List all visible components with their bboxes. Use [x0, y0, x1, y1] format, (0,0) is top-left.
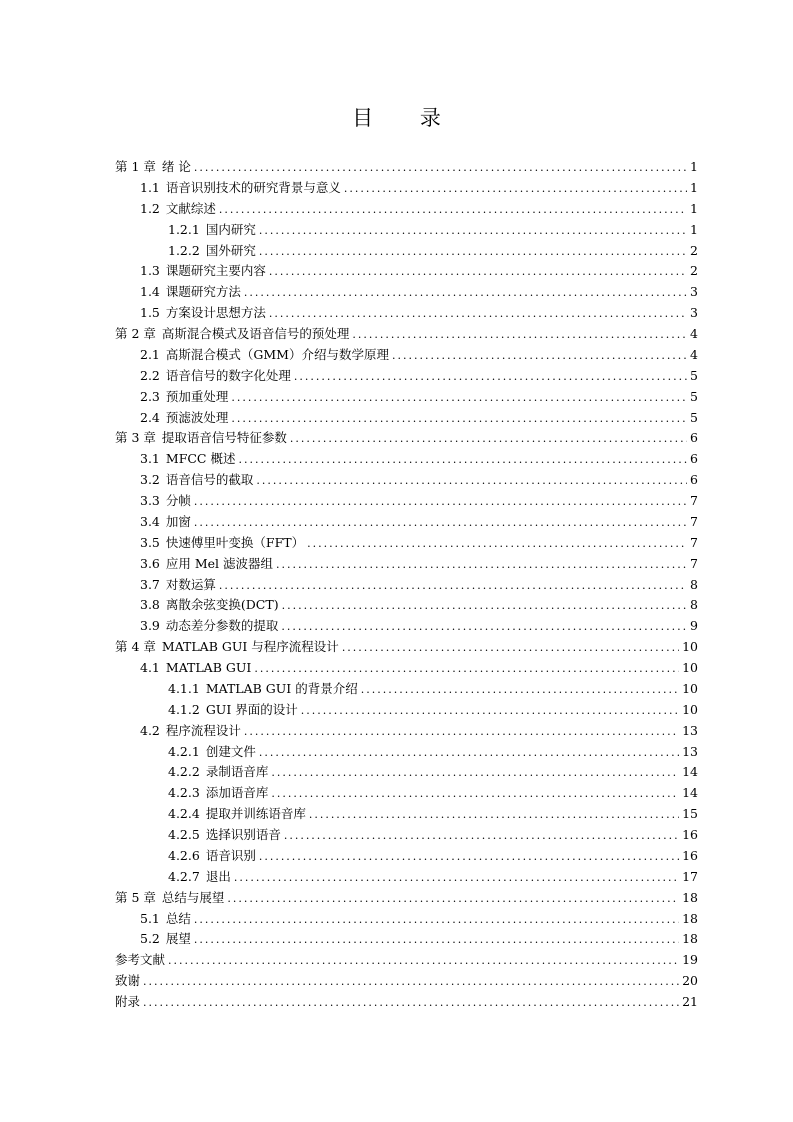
toc-dot-leader [281, 617, 687, 638]
toc-entry-page: 3 [690, 305, 698, 321]
toc-entry-title: 预滤波处理 [165, 409, 229, 425]
toc-entry-title: 快速傅里叶变换（FFT） [165, 534, 305, 550]
toc-entry-title: 选择识别语音 [205, 827, 281, 842]
toc-entry-page: 18 [682, 910, 698, 926]
toc-entry-title: 高斯混合模式（GMM）介绍与数学原理 [165, 346, 389, 362]
toc-entry-number: 5.2 [140, 931, 160, 947]
toc-entry-title: 录制语音库 [205, 764, 269, 780]
toc-entry-title: 展望 [165, 931, 191, 947]
toc-entry[interactable] [115, 616, 698, 637]
toc-dot-leader [276, 555, 687, 576]
toc-entry[interactable] [115, 575, 698, 596]
toc-entry-number: 4.2.2 [168, 764, 200, 780]
toc-entry-title: 总结 [165, 910, 191, 926]
toc-entry[interactable] [115, 345, 698, 366]
toc-dot-leader [194, 930, 679, 951]
toc-entry-title: 加窗 [165, 513, 191, 529]
toc-entry-page: 7 [690, 493, 698, 508]
toc-entry[interactable] [115, 282, 698, 303]
toc-entry-title: 语音识别技术的研究背景与意义 [165, 179, 341, 195]
toc-dot-leader [290, 429, 687, 450]
toc-dot-leader [259, 242, 687, 263]
toc-entry[interactable] [115, 533, 698, 554]
toc-entry-title: 国外研究 [205, 242, 256, 258]
toc-dot-leader [244, 722, 679, 743]
toc-entry-page: 1 [690, 200, 698, 216]
toc-dot-leader [238, 450, 687, 471]
toc-dot-leader [259, 221, 687, 242]
toc-entry-number: 3.4 [140, 513, 160, 529]
toc-entry-page: 5 [690, 409, 698, 425]
toc-entry-title: 提取并训练语音库 [205, 806, 306, 822]
toc-entry[interactable] [115, 867, 698, 888]
toc-dot-leader [143, 972, 679, 993]
toc-dot-leader [231, 409, 687, 430]
toc-entry-page: 16 [682, 847, 698, 863]
toc-entry-page: 16 [682, 827, 698, 842]
toc-entry[interactable] [115, 762, 698, 783]
toc-dot-leader [259, 743, 679, 764]
toc-entry-page: 10 [682, 639, 698, 655]
toc-entry-page: 10 [682, 660, 698, 675]
toc-dot-leader [282, 596, 687, 617]
toc-entry-number: 第 5 章 [115, 889, 156, 905]
toc-entry-number: 第 2 章 [115, 326, 156, 341]
toc-entry-number: 2.4 [140, 409, 160, 425]
toc-entry-number: 2.2 [140, 367, 160, 383]
toc-entry[interactable] [115, 366, 698, 387]
toc-entry[interactable] [115, 909, 698, 930]
table-of-contents [115, 157, 698, 1013]
toc-entry-number: 3.5 [140, 534, 160, 550]
toc-entry-number: 3.8 [140, 597, 160, 613]
toc-entry-number: 第 3 章 [115, 430, 156, 446]
toc-entry-number: 4.2.3 [168, 785, 200, 801]
toc-entry-title: 语音信号的截取 [165, 472, 254, 488]
toc-dot-leader [271, 763, 679, 784]
toc-dot-leader [259, 847, 679, 868]
toc-entry-number: 5.1 [140, 910, 160, 926]
toc-entry-title: 课题研究主要内容 [165, 263, 266, 279]
toc-entry-page: 1 [690, 159, 698, 174]
toc-entry-page: 2 [690, 242, 698, 258]
toc-dot-leader [361, 680, 679, 701]
toc-entry-title: 参考文献 [115, 952, 166, 968]
toc-entry-page: 18 [682, 931, 698, 947]
toc-entry[interactable] [115, 888, 698, 909]
toc-entry-page: 8 [690, 576, 698, 592]
toc-entry-page: 6 [690, 451, 698, 467]
toc-entry-page: 10 [682, 701, 698, 717]
toc-entry[interactable] [115, 324, 698, 345]
toc-entry[interactable] [115, 721, 698, 742]
toc-entry[interactable] [115, 470, 698, 491]
toc-entry-title: MATLAB GUI 的背景介绍 [205, 680, 358, 696]
toc-entry-title: 国内研究 [205, 221, 256, 237]
toc-entry[interactable] [115, 846, 698, 867]
toc-dot-leader [284, 826, 679, 847]
toc-entry-number: 4.2 [140, 722, 160, 738]
toc-dot-leader [342, 638, 679, 659]
toc-title: 目 录 [352, 106, 461, 130]
toc-dot-leader [227, 889, 679, 910]
toc-entry-number: 4.2.6 [168, 847, 200, 863]
toc-entry-page: 19 [682, 952, 698, 968]
toc-entry-title: 总结与展望 [161, 889, 225, 905]
toc-entry-page: 1 [690, 221, 698, 237]
toc-entry-number: 4.2.7 [168, 868, 200, 884]
toc-entry-page: 8 [690, 597, 698, 613]
toc-entry-title: 课题研究方法 [165, 284, 241, 300]
toc-entry-number: 1.4 [140, 284, 160, 300]
toc-dot-leader [219, 200, 687, 221]
toc-dot-leader [256, 471, 687, 492]
toc-entry-title: MATLAB GUI 与程序流程设计 [161, 639, 339, 655]
toc-entry-page: 13 [682, 722, 698, 738]
toc-entry-number: 4.1.1 [168, 680, 200, 696]
toc-entry-title: 预加重处理 [165, 388, 229, 404]
toc-entry-number: 4.1.2 [168, 701, 200, 717]
toc-entry[interactable] [115, 428, 698, 449]
toc-entry-page: 6 [690, 430, 698, 446]
toc-entry[interactable] [115, 637, 698, 658]
toc-dot-leader [301, 701, 679, 722]
toc-entry-title: MATLAB GUI [165, 660, 252, 675]
toc-entry-title: 程序流程设计 [165, 722, 241, 738]
toc-entry-number: 1.2.2 [168, 242, 200, 258]
toc-entry[interactable] [115, 449, 698, 470]
toc-entry[interactable] [115, 992, 698, 1013]
toc-entry[interactable] [115, 157, 698, 178]
toc-entry-page: 4 [690, 346, 698, 362]
toc-entry[interactable] [115, 199, 698, 220]
toc-entry-title: 应用 Mel 滤波器组 [165, 555, 274, 571]
toc-entry-title: GUI 界面的设计 [205, 701, 298, 717]
toc-dot-leader [352, 325, 687, 346]
toc-dot-leader [194, 513, 687, 534]
toc-entry-number: 1.2 [140, 200, 160, 216]
toc-entry-title: 文献综述 [165, 200, 216, 216]
toc-entry-number: 3.7 [140, 576, 160, 592]
toc-entry[interactable] [115, 804, 698, 825]
toc-dot-leader [168, 951, 679, 972]
toc-entry-page: 4 [690, 326, 698, 341]
toc-entry-title: 退出 [205, 868, 231, 884]
toc-entry-number: 第 1 章 [115, 159, 156, 174]
toc-dot-leader [309, 805, 679, 826]
toc-entry[interactable] [115, 554, 698, 575]
toc-entry[interactable] [115, 679, 698, 700]
toc-entry-number: 1.1 [140, 179, 160, 195]
toc-entry[interactable] [115, 512, 698, 533]
toc-entry-number: 4.1 [140, 660, 160, 675]
toc-entry-page: 21 [682, 994, 698, 1009]
toc-entry-page: 7 [690, 555, 698, 571]
toc-entry[interactable] [115, 491, 698, 512]
toc-entry[interactable] [115, 783, 698, 804]
toc-entry-title: 方案设计思想方法 [165, 305, 266, 321]
toc-dot-leader [344, 179, 687, 200]
toc-entry-number: 第 4 章 [115, 639, 156, 655]
toc-entry-title: 离散余弦变换(DCT) [165, 597, 279, 613]
toc-entry-title: MFCC 概述 [165, 451, 236, 467]
toc-dot-leader [194, 910, 679, 931]
toc-dot-leader [392, 346, 687, 367]
toc-entry[interactable] [115, 178, 698, 199]
toc-dot-leader [244, 283, 687, 304]
toc-entry-page: 5 [690, 388, 698, 404]
toc-entry[interactable] [115, 742, 698, 763]
toc-dot-leader [294, 367, 687, 388]
toc-entry[interactable] [115, 220, 698, 241]
toc-entry-number: 4.2.5 [168, 827, 200, 842]
toc-entry-number: 2.3 [140, 388, 160, 404]
toc-entry-number: 3.2 [140, 472, 160, 488]
toc-entry-number: 3.1 [140, 451, 160, 467]
toc-entry[interactable] [115, 303, 698, 324]
toc-entry[interactable] [115, 408, 698, 429]
toc-entry-page: 7 [690, 534, 698, 550]
toc-entry-title: 高斯混合模式及语音信号的预处理 [161, 326, 350, 341]
toc-entry-title: 分帧 [165, 493, 191, 508]
toc-entry[interactable] [115, 929, 698, 950]
toc-entry-page: 17 [682, 868, 698, 884]
toc-entry-page: 14 [682, 764, 698, 780]
toc-entry-number: 1.2.1 [168, 221, 200, 237]
toc-entry-title: 创建文件 [205, 743, 256, 759]
toc-dot-leader [194, 492, 687, 513]
toc-entry[interactable] [115, 241, 698, 262]
toc-entry-number: 1.3 [140, 263, 160, 279]
toc-entry-title: 附录 [115, 994, 141, 1009]
toc-entry-title: 致谢 [115, 973, 141, 989]
toc-entry-page: 5 [690, 367, 698, 383]
toc-entry-number: 4.2.4 [168, 806, 200, 822]
toc-entry[interactable] [115, 387, 698, 408]
toc-entry-page: 6 [690, 472, 698, 488]
toc-dot-leader [254, 659, 679, 680]
toc-entry-page: 14 [682, 785, 698, 801]
toc-entry-title: 对数运算 [165, 576, 216, 592]
toc-dot-leader [307, 534, 687, 555]
toc-entry-page: 7 [690, 513, 698, 529]
toc-entry-number: 3.3 [140, 493, 160, 508]
toc-entry-page: 13 [682, 743, 698, 759]
toc-entry[interactable] [115, 261, 698, 282]
toc-dot-leader [219, 576, 687, 597]
toc-entry-number: 4.2.1 [168, 743, 200, 759]
toc-entry[interactable] [115, 950, 698, 971]
toc-entry-number: 2.1 [140, 346, 160, 362]
toc-dot-leader [231, 388, 687, 409]
toc-entry[interactable] [115, 658, 698, 679]
toc-entry-number: 3.6 [140, 555, 160, 571]
toc-entry-number: 3.9 [140, 618, 160, 634]
toc-entry[interactable] [115, 825, 698, 846]
toc-entry[interactable] [115, 971, 698, 992]
toc-entry-title: 语音识别 [205, 847, 256, 863]
toc-entry-title: 绪 论 [161, 159, 191, 174]
toc-entry-page: 20 [682, 973, 698, 989]
toc-dot-leader [143, 993, 679, 1014]
toc-dot-leader [194, 158, 687, 179]
toc-dot-leader [269, 262, 687, 283]
toc-entry-page: 9 [690, 618, 698, 634]
toc-entry-page: 3 [690, 284, 698, 300]
toc-entry-page: 1 [690, 179, 698, 195]
toc-dot-leader [271, 784, 679, 805]
toc-entry-title: 添加语音库 [205, 785, 269, 801]
toc-entry[interactable] [115, 700, 698, 721]
toc-entry-number: 1.5 [140, 305, 160, 321]
toc-entry-page: 18 [682, 889, 698, 905]
toc-dot-leader [269, 304, 687, 325]
toc-entry-title: 语音信号的数字化处理 [165, 367, 291, 383]
toc-entry-title: 提取语音信号特征参数 [161, 430, 287, 446]
toc-entry-page: 10 [682, 680, 698, 696]
toc-entry-title: 动态差分参数的提取 [165, 618, 279, 634]
toc-entry-page: 2 [690, 263, 698, 279]
toc-entry[interactable] [115, 595, 698, 616]
toc-dot-leader [234, 868, 679, 889]
toc-entry-page: 15 [682, 806, 698, 822]
